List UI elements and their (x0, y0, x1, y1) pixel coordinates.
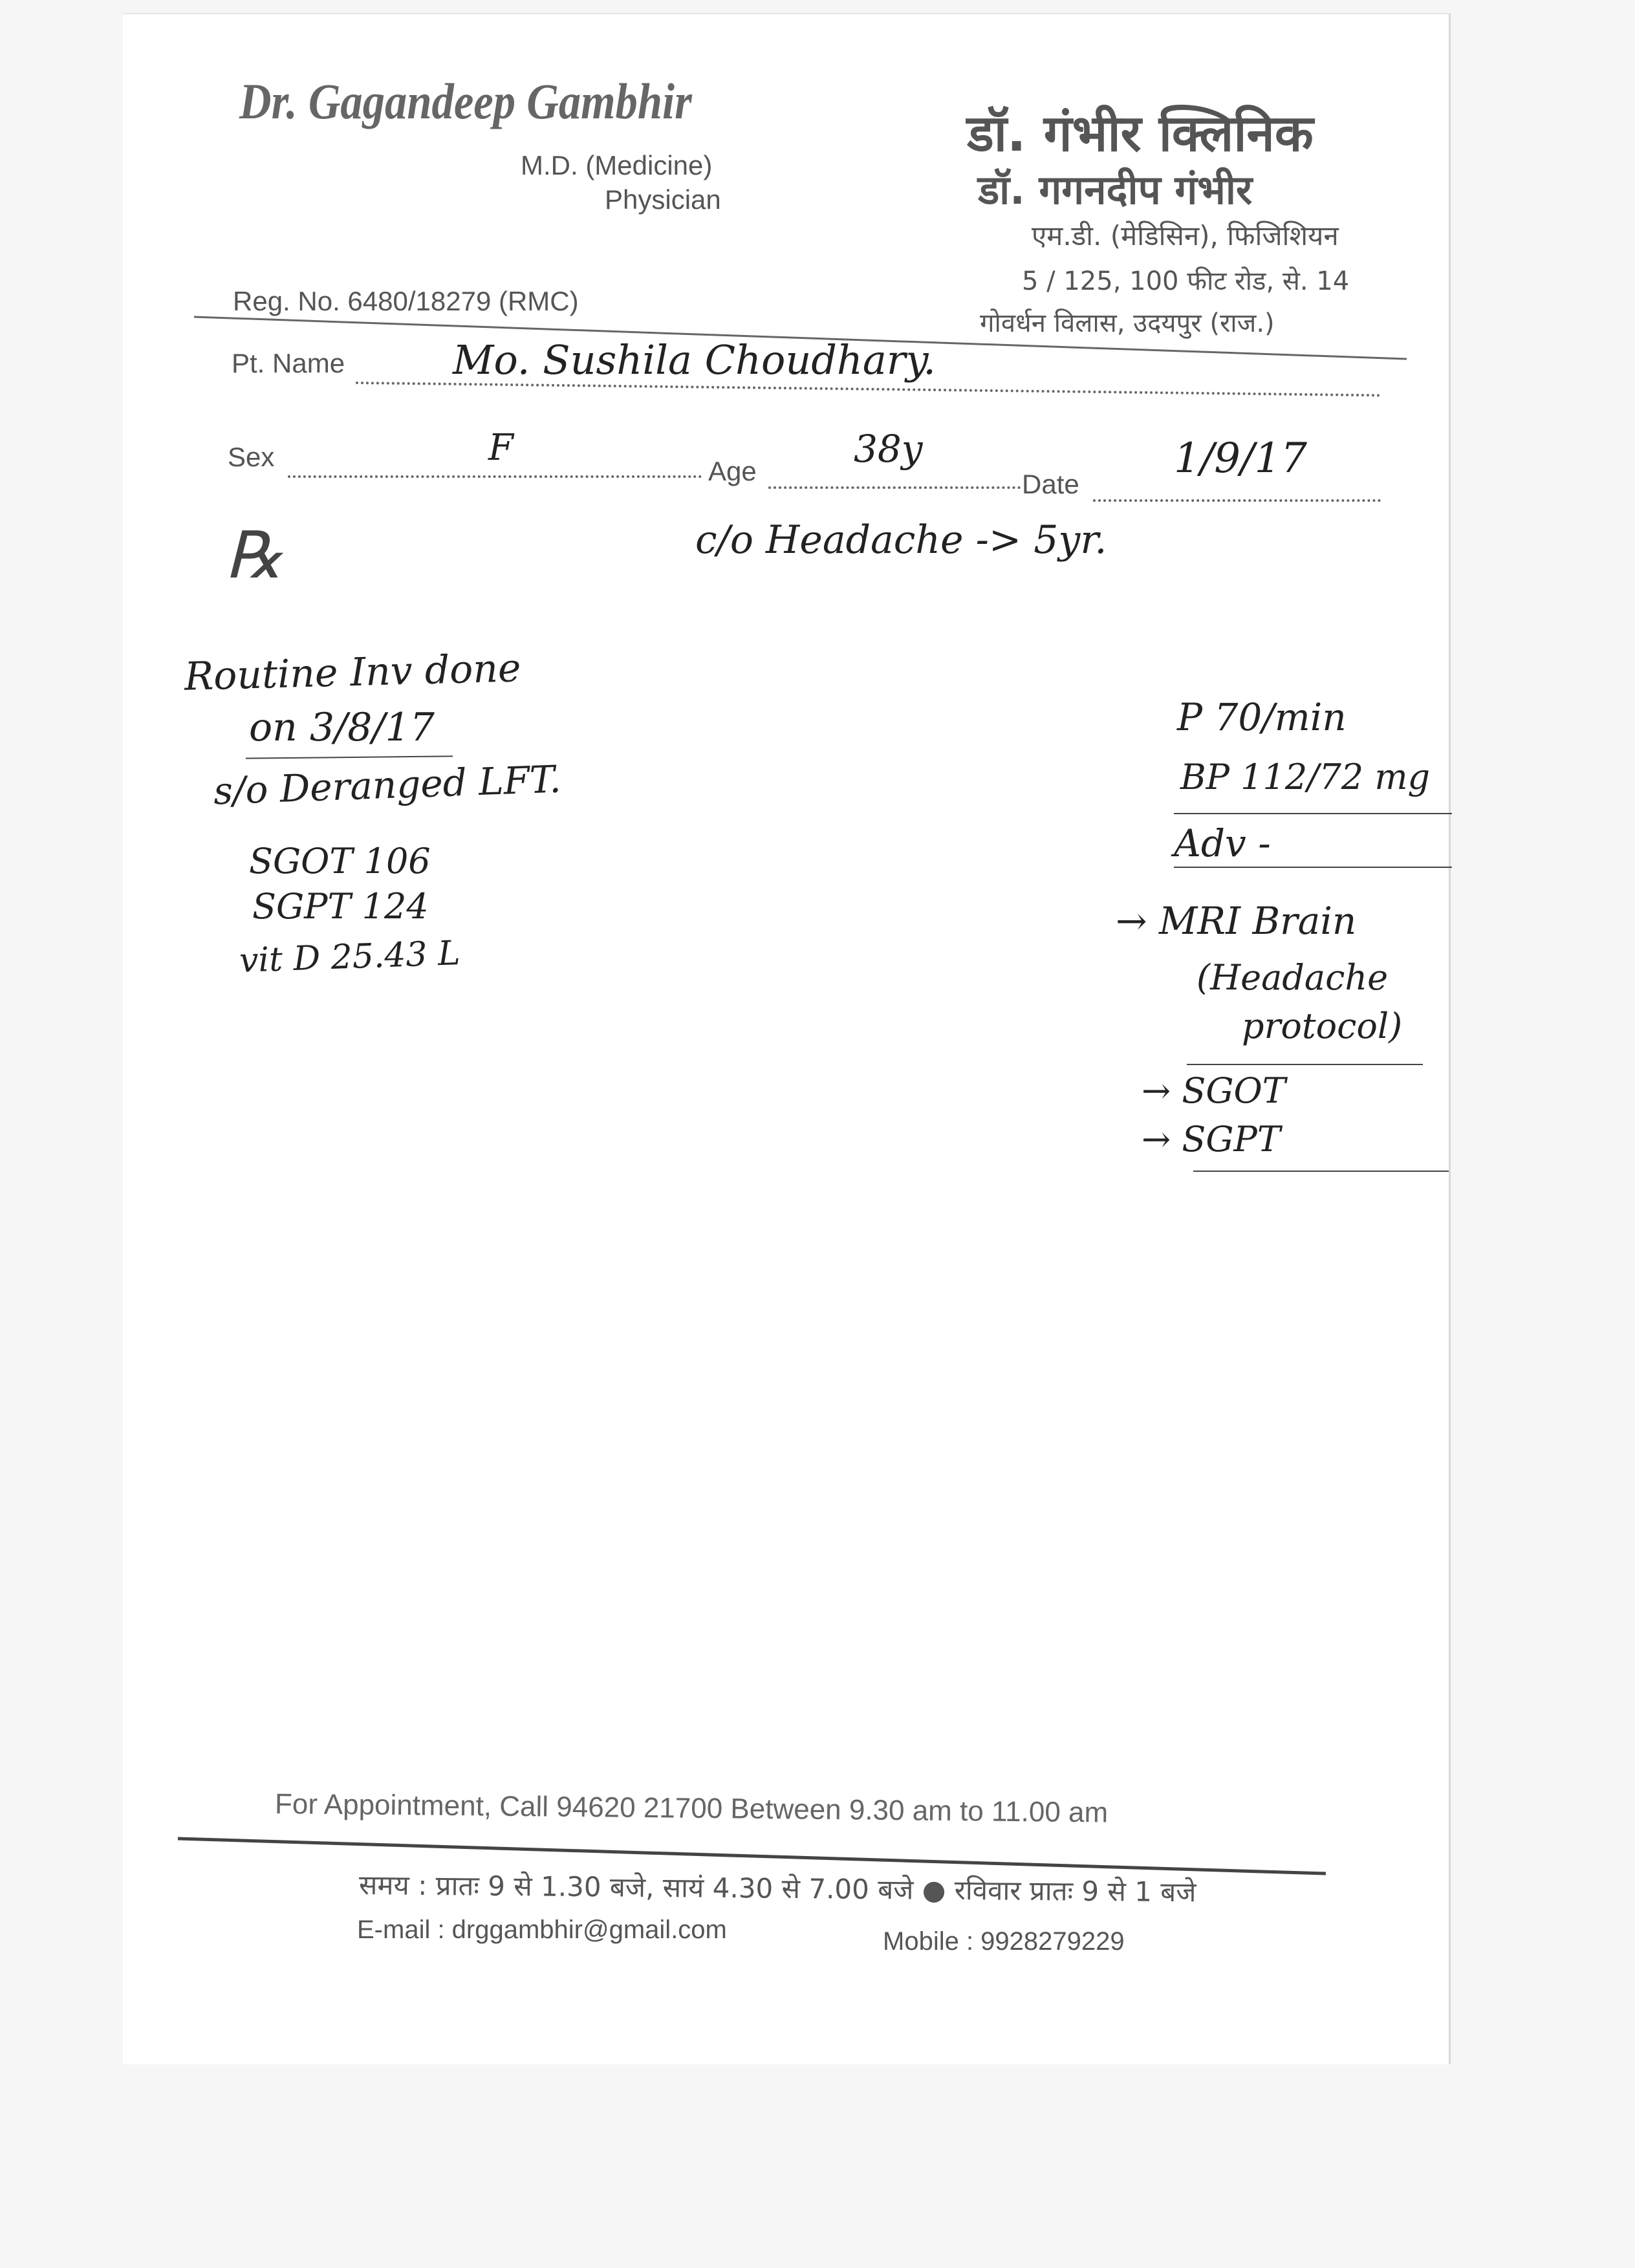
doctor-degree: M.D. (Medicine) (521, 150, 713, 180)
bp-underline (1174, 813, 1452, 814)
advice-label: Adv - (1174, 821, 1271, 865)
age-value: 38y (854, 427, 923, 471)
address-hindi-line2: गोवर्धन विलास, उदयपुर (राज.) (980, 308, 1275, 338)
chief-complaint: c/o Headache -> 5yr. (695, 517, 1107, 563)
patient-name-value: Mo. Sushila Choudhary. (453, 336, 936, 383)
age-line (768, 486, 1021, 489)
clinic-name-hindi: डॉ. गंभीर क्लिनिक (967, 105, 1314, 163)
advice-mri-protocol-2: protocol) (1242, 1006, 1403, 1046)
advice-end-underline (1193, 1171, 1449, 1172)
email-address: E-mail : drggambhir@gmail.com (357, 1916, 727, 1944)
address-hindi-line1: 5 / 125, 100 फीट रोड, से. 14 (1022, 266, 1350, 296)
sgpt-result: SGPT 124 (252, 886, 429, 927)
advice-mri-brain: → MRI Brain (1116, 899, 1357, 943)
date-value: 1/9/17 (1174, 435, 1307, 482)
advice-sgot: → SGOT (1142, 1070, 1286, 1111)
sex-value: F (488, 427, 514, 469)
date-label: Date (1022, 469, 1079, 499)
diagnosis-note: s/o Deranged LFT. (212, 757, 562, 814)
pulse-value: P 70/min (1177, 695, 1347, 739)
patient-name-label: Pt. Name (232, 348, 345, 378)
rx-symbol: ℞ (225, 520, 283, 592)
advice-sgpt: → SGPT (1142, 1119, 1281, 1160)
degree-hindi: एम.डी. (मेडिसिन), फिजिशियन (1032, 220, 1339, 252)
age-label: Age (708, 456, 757, 486)
appointment-info: For Appointment, Call 94620 21700 Between 9.30 am to 11.00 am (274, 1788, 1109, 1829)
mri-underline (1187, 1064, 1423, 1065)
investigation-note: Routine Inv done (184, 645, 522, 700)
vitamin-d-result: vit D 25.43 L (239, 934, 461, 980)
investigation-date: on 3/8/17 (249, 705, 435, 750)
blood-pressure-value: BP 112/72 mg (1180, 757, 1431, 797)
sgot-result: SGOT 106 (249, 841, 431, 881)
advice-mri-protocol-1: (Headache (1196, 957, 1389, 998)
doctor-name: Dr. Gagandeep Gambhir (239, 73, 692, 129)
header-divider (0, 0, 1635, 388)
advice-underline (1174, 867, 1452, 868)
sex-line (288, 475, 702, 478)
doctor-title: Physician (605, 184, 721, 215)
clinic-timing-hindi: समय : प्रातः 9 से 1.30 बजे, सायं 4.30 से 7.00 बजे ● रविवार प्रातः 9 से 1 बजे (358, 1869, 1196, 1908)
date-line (1093, 499, 1381, 502)
doctor-name-hindi: डॉ. गगनदीप गंभीर (978, 166, 1253, 213)
mobile-number: Mobile : 9928279229 (883, 1927, 1125, 1956)
sex-label: Sex (228, 442, 275, 472)
registration-number: Reg. No. 6480/18279 (RMC) (233, 286, 579, 316)
